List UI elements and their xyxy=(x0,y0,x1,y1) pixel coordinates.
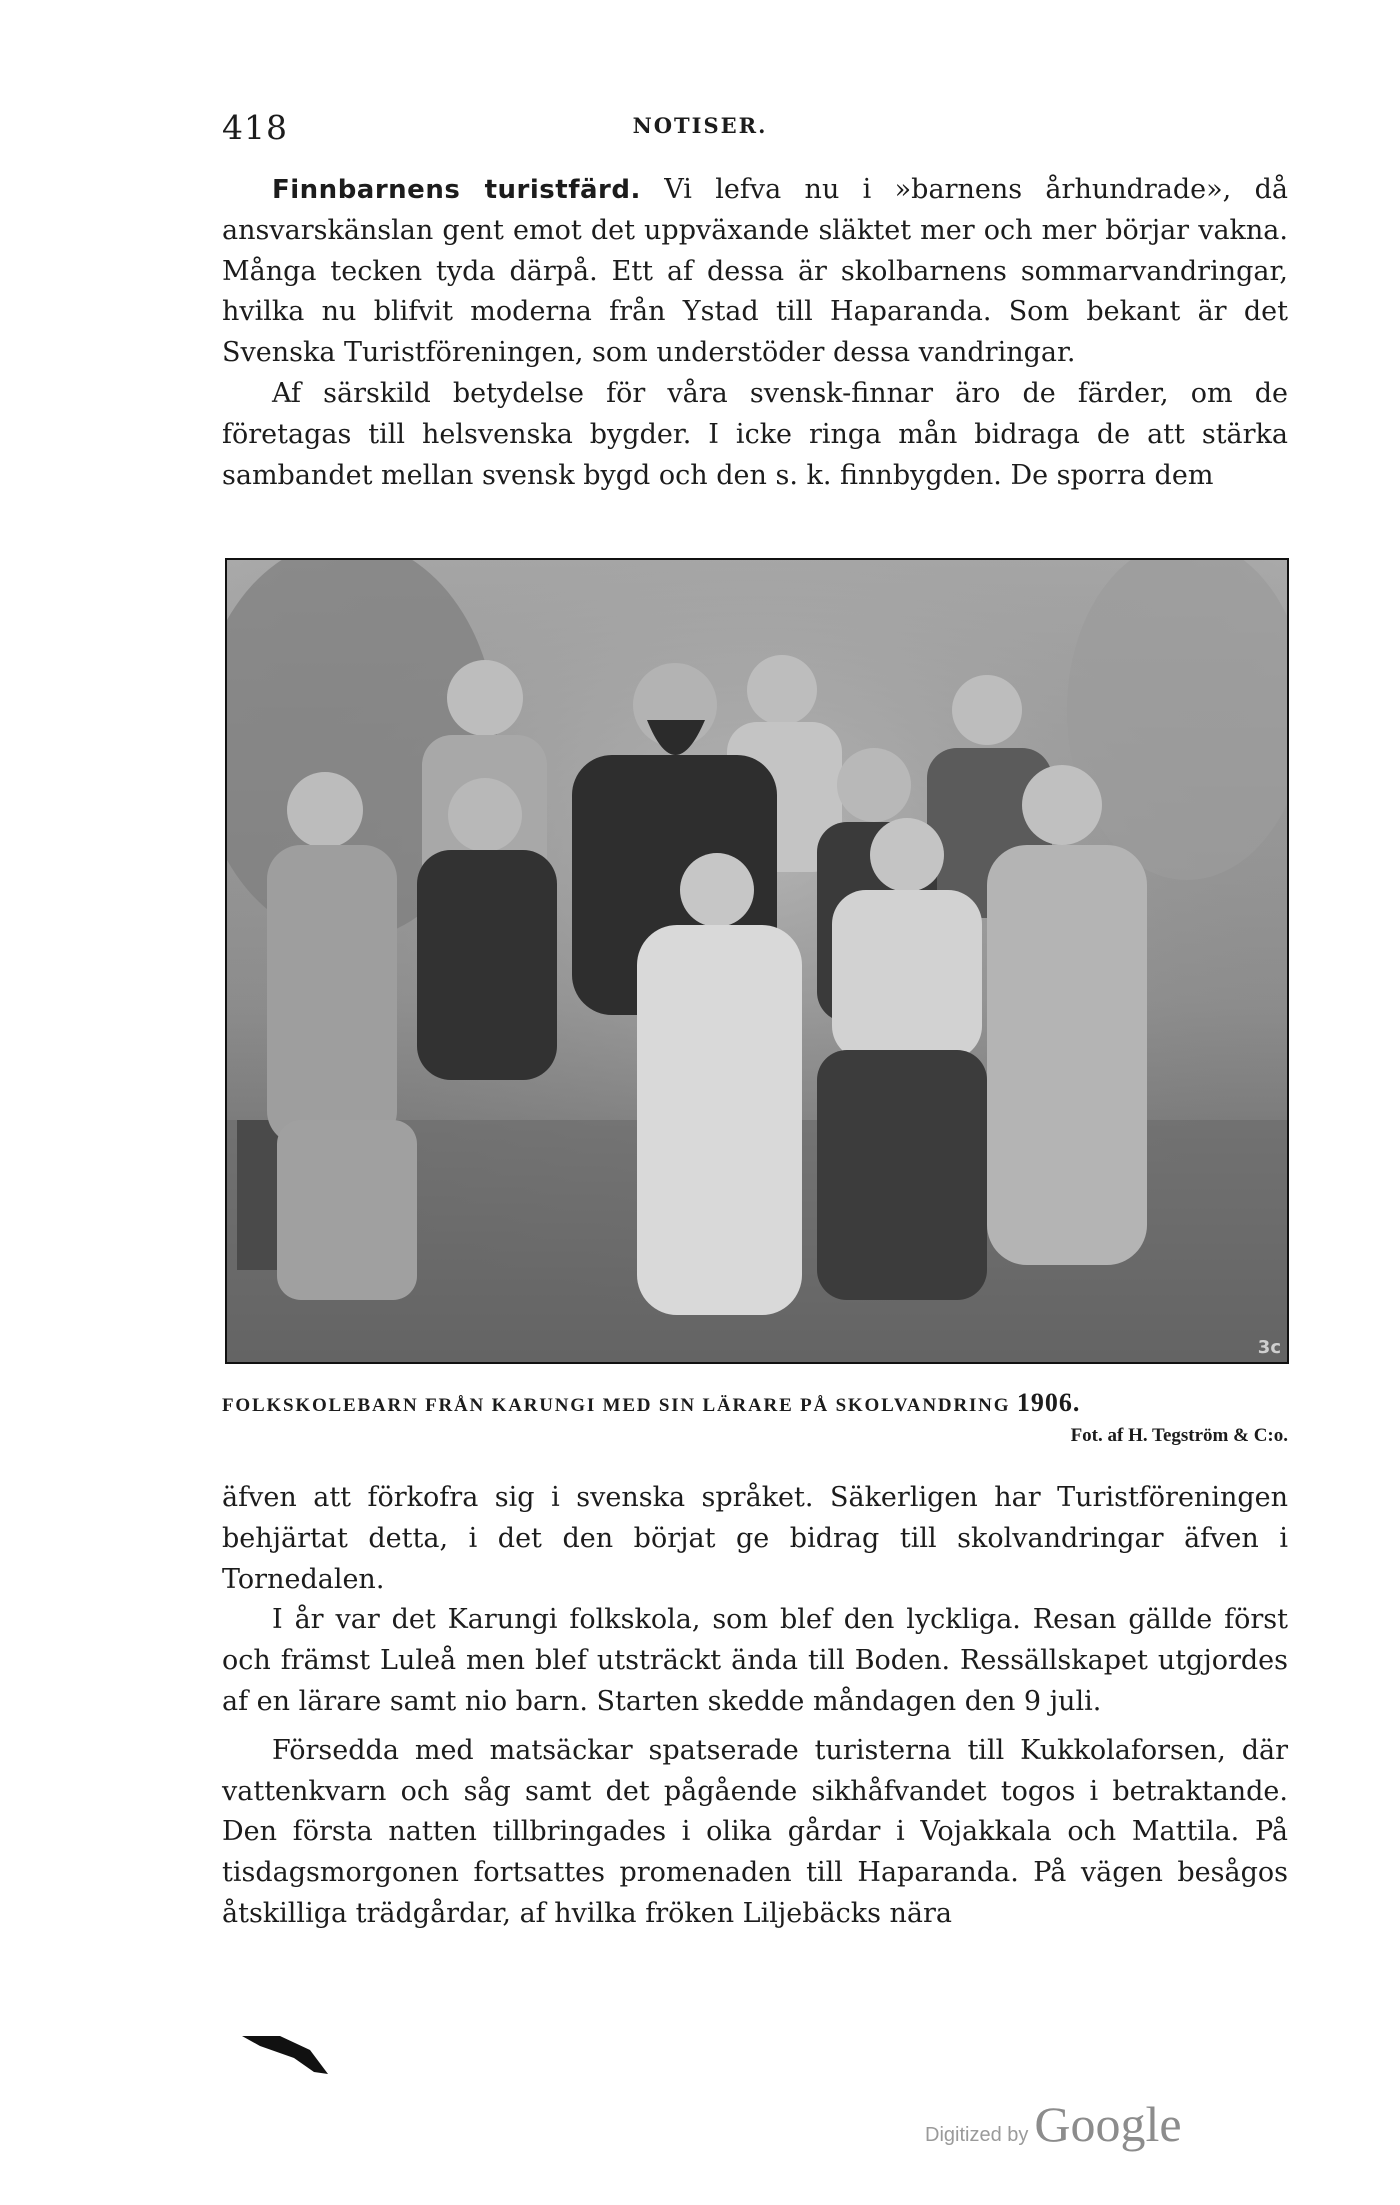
article-text-top xyxy=(222,170,1288,496)
photo-corner-mark: 3c xyxy=(1257,1337,1281,1358)
group-photograph xyxy=(225,558,1289,1364)
paragraph-4: I år var det Karungi folkskola, som blef den lyckliga. Resan gällde först och främst Luleå men blef utsträckt ända till Boden. Ressällskapet utgjordes af en lärare samt nio barn. Starten skedde måndagen den 9 juli. xyxy=(222,1604,1288,1717)
ink-mark-icon xyxy=(240,2028,330,2082)
paragraph-1 xyxy=(222,170,1288,374)
paragraph-3: äfven att förkofra sig i svenska språket. Säkerligen har Turistföreningen behjärtat detta, i det den börjat ge bidrag till skolvandringar äfven i Tornedalen. xyxy=(222,1482,1288,1595)
page-number: 418 xyxy=(222,108,288,147)
paragraph-2: Af särskild betydelse för våra svensk-finnar äro de färder, om de företagas till helsvenska bygder. I icke ringa mån bidraga de att stärka sambandet mellan svensk bygd och den s. k. finnbygden. De sporra dem xyxy=(222,377,1288,491)
photo-illustration xyxy=(227,560,1287,1362)
digitized-by-google-stamp xyxy=(925,2095,1182,2153)
article-heading: Finnbarnens turistfärd. xyxy=(272,175,641,205)
google-logo: Google xyxy=(1034,2096,1182,2152)
figure-caption xyxy=(222,1388,1288,1418)
caption-text: FOLKSKOLEBARN FRÅN KARUNGI MED SIN LÄRARE PÅ SKOLVANDRING xyxy=(222,1395,1011,1416)
paragraph-1-text: Vi lefva nu i »barnens århundrade», då ansvarskänslan gent emot det uppväxande släktet mer och mer börjar vakna. Många tecken tyda därpå. Ett af dessa är skolbarnens sommarvandringar, hvilka nu blifvit moderna från Ystad till Haparanda. Som bekant är det Svenska Turistföreningen, som understöder dessa vandringar. xyxy=(222,174,1288,369)
paragraph-5: Försedda med matsäckar spatserade turisterna till Kukkolaforsen, där vattenkvarn och såg samt det pågående sikhåfvandet togos i betraktande. Den första natten tillbringades i olika gårdar i Vojakkala och Mattila. På tisdagsmorgonen fortsattes promenaden till Haparanda. På vägen besågos åtskilliga trädgårdar, af hvilka fröken Liljebäcks nära xyxy=(222,1734,1288,1929)
photo-credit: Fot. af H. Tegström & C:o. xyxy=(1070,1425,1288,1446)
caption-year: 1906. xyxy=(1016,1388,1081,1417)
digitized-label: Digitized by xyxy=(925,2124,1029,2146)
running-head: NOTISER. xyxy=(632,113,768,138)
article-text-bottom xyxy=(222,1478,1288,1935)
